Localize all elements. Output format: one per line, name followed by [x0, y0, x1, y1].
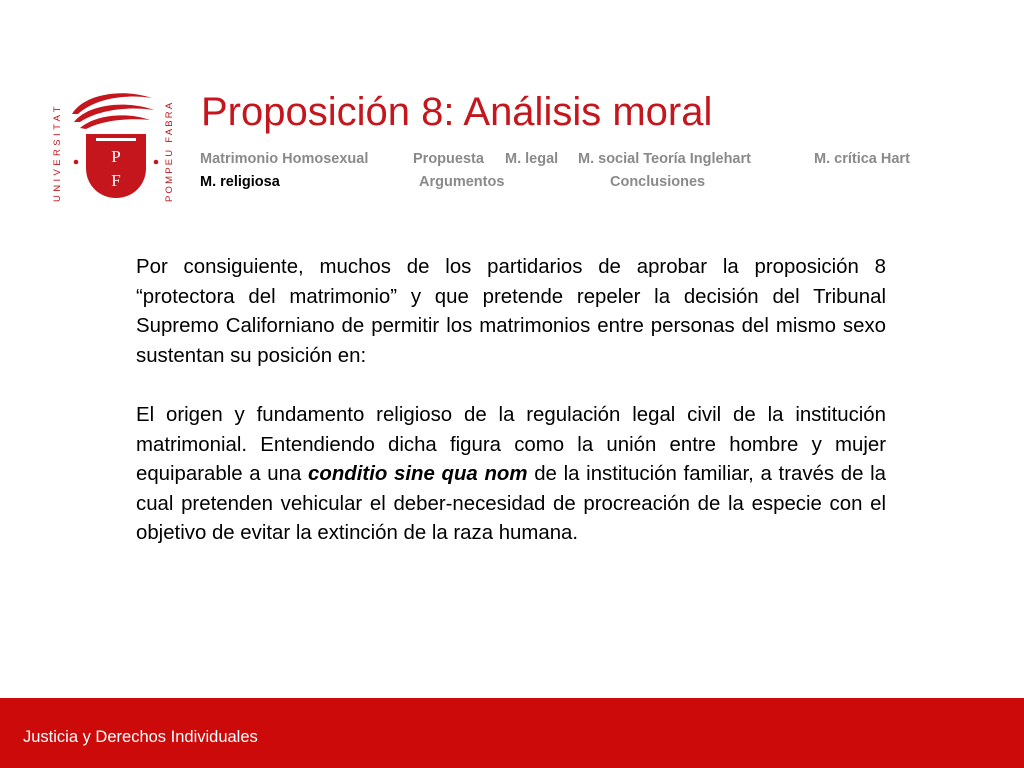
latin-phrase-emphasis: conditio sine qua nom [308, 463, 528, 485]
slide-body [136, 253, 886, 549]
body-paragraph-1: Por consiguiente, muchos de los partidarios de aprobar la proposición 8 “protectora del matrimonio” y que pretende repeler la decisión del Tribunal Supremo Californiano de permitir los matrimonios entre personas del mismo sexo sustentan su posición en: [136, 256, 886, 367]
logo-monogram-top: P [111, 147, 121, 166]
university-logo [44, 84, 184, 210]
logo-side-right-text: POMPEU FABRA [164, 100, 175, 202]
page-title: Proposición 8: Análisis moral [201, 90, 713, 134]
footer-bar [0, 698, 1024, 768]
nav-item-m-legal[interactable]: M. legal [505, 151, 559, 167]
nav-item-argumentos[interactable]: Argumentos [419, 174, 505, 190]
logo-swoosh-icon [72, 93, 154, 129]
logo-monogram-bottom: F [111, 171, 121, 190]
paragraph-2-text-start: El origen y fundamento religioso de la regulación legal civil de la institución matrimonial. Entendiendo dicha figura como la unión entre hombre y mujer equiparable a una [136, 404, 886, 485]
nav-item-conclusiones[interactable]: Conclusiones [610, 174, 706, 190]
logo-side-left-text: UNIVERSITAT [52, 103, 63, 202]
nav-item-m-critica[interactable]: M. crítica Hart [814, 151, 910, 167]
paragraph-2-text-end: de la institución familiar, a través de la cual pretenden vehicular el deber-necesidad de procreación de la especie con el objetivo de evitar la extinción de la raza humana. [136, 463, 886, 544]
nav-item-m-social[interactable]: M. social Teoría Inglehart [578, 151, 751, 167]
nav-item-matrimonio-homosexual[interactable]: Matrimonio Homosexual [200, 151, 369, 167]
footer-course-title: Justicia y Derechos Individuales [23, 728, 258, 746]
body-paragraph-2 [136, 401, 886, 549]
nav-item-m-religiosa[interactable]: M. religiosa [200, 174, 280, 190]
nav-item-propuesta[interactable]: Propuesta [413, 151, 484, 167]
